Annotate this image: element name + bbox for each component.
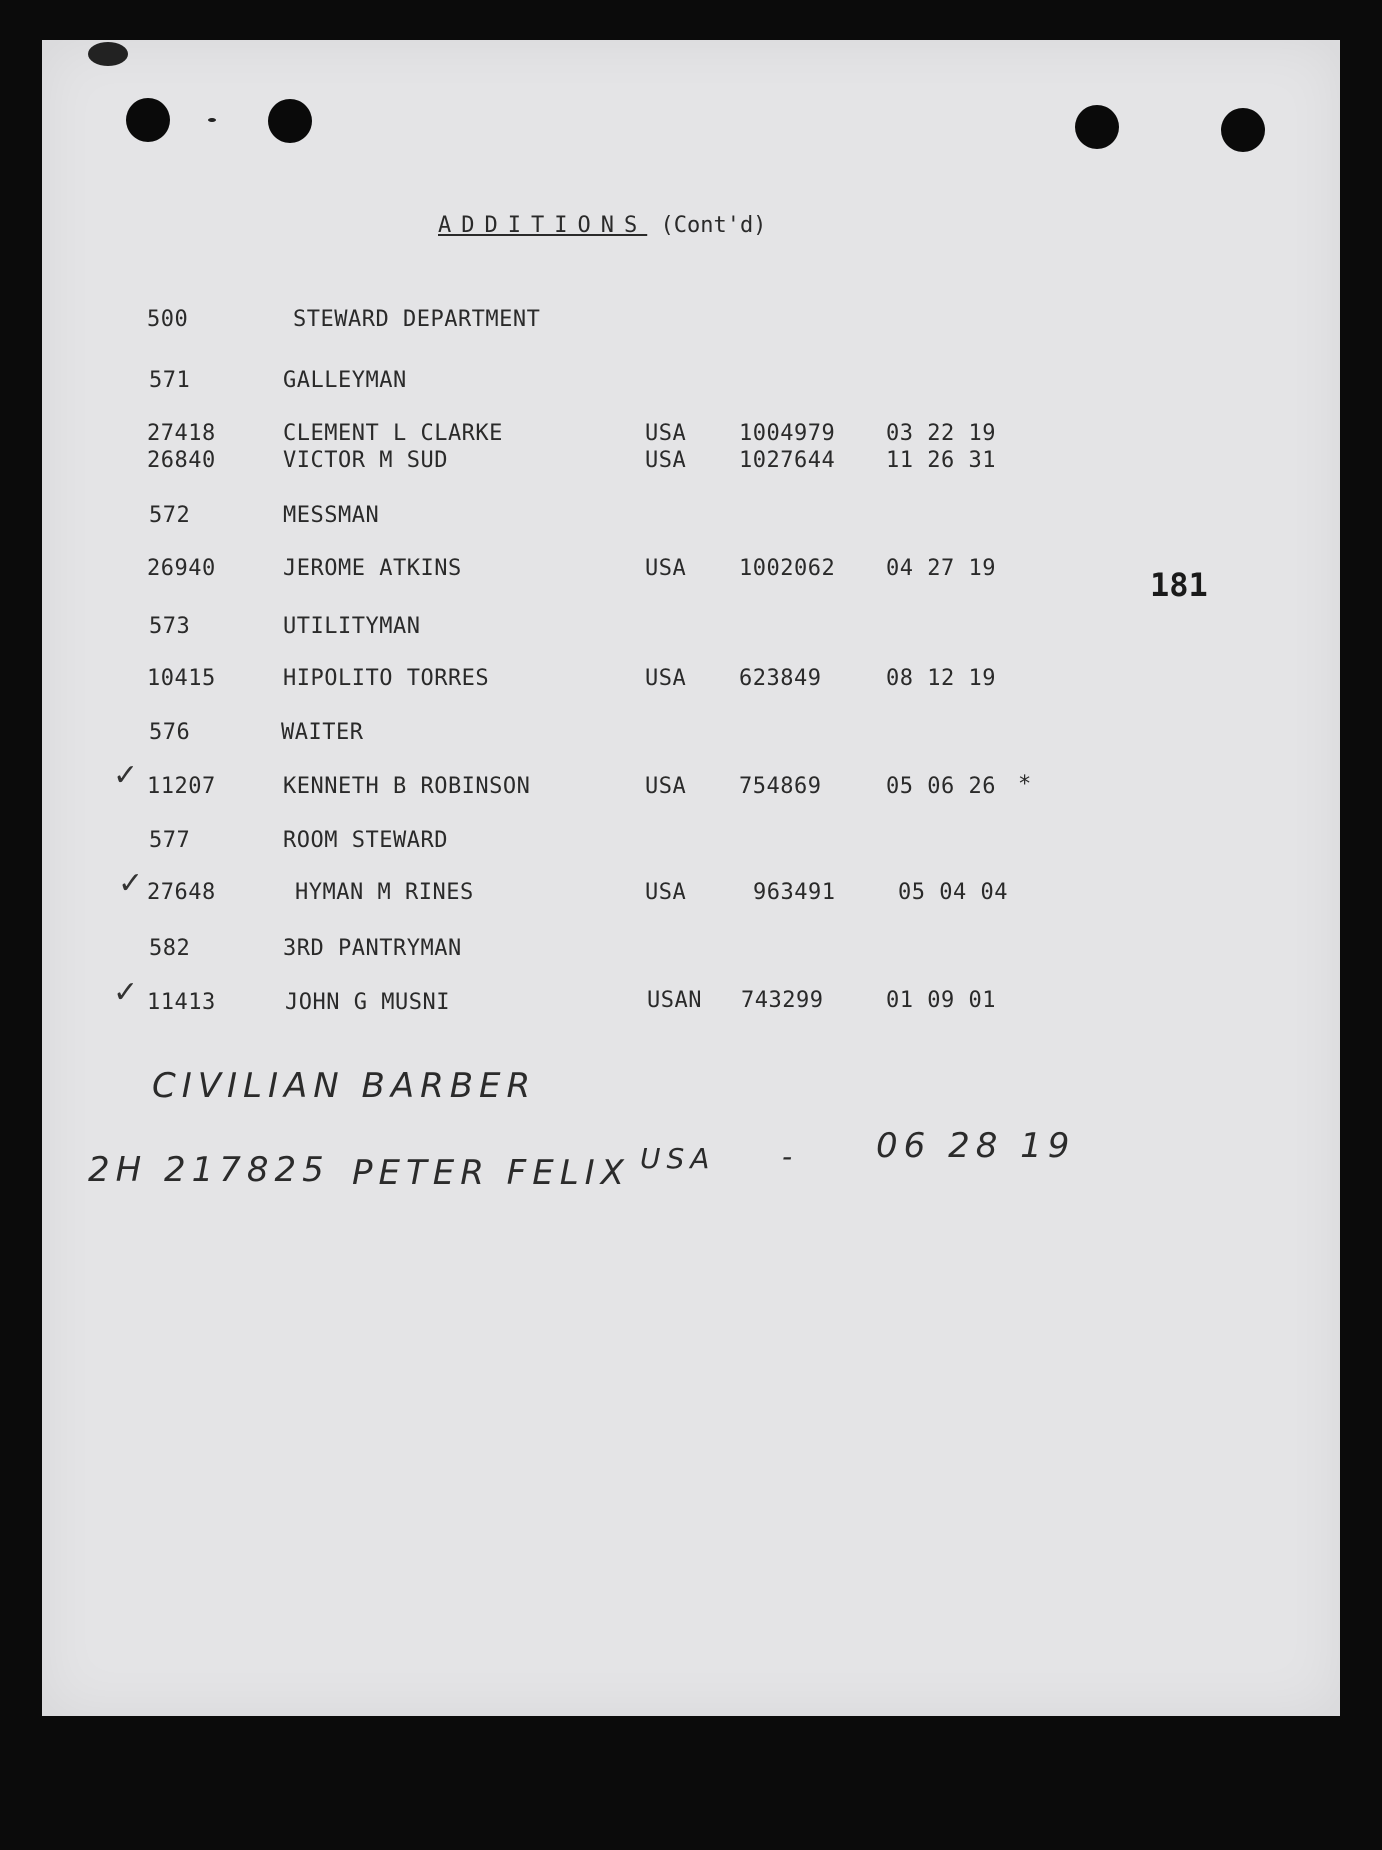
page-number: 181	[1150, 566, 1208, 604]
handwritten-nationality: USA	[640, 1142, 716, 1175]
row-id: 11207	[147, 774, 216, 799]
row-id: 27648	[147, 880, 216, 905]
section-code: 571	[149, 368, 191, 393]
row-nationality: USA	[645, 421, 687, 446]
row-number: 623849	[739, 666, 822, 691]
department-name: STEWARD DEPARTMENT	[293, 307, 541, 332]
punch-hole	[1075, 105, 1119, 149]
section-code: 576	[149, 720, 191, 745]
checkmark-icon: ✓	[113, 758, 139, 793]
page-title	[438, 213, 766, 238]
row-name: JEROME ATKINS	[283, 556, 462, 581]
row-name: VICTOR M SUD	[283, 448, 448, 473]
section-title: WAITER	[281, 720, 364, 745]
row-name: HYMAN M RINES	[295, 880, 474, 905]
section-title: MESSMAN	[283, 503, 380, 528]
row-date: 04 27 19	[886, 556, 996, 581]
section-code: 582	[149, 936, 191, 961]
row-id: 10415	[147, 666, 216, 691]
section-title: UTILITYMAN	[283, 614, 421, 639]
row-name: JOHN G MUSNI	[285, 990, 450, 1015]
row-id: 26840	[147, 448, 216, 473]
row-date: 01 09 01	[886, 988, 996, 1013]
row-date: 03 22 19	[886, 421, 996, 446]
handwritten-heading: CIVILIAN BARBER	[152, 1066, 537, 1106]
row-date: 05 04 04	[898, 880, 1008, 905]
row-number: 963491	[753, 880, 836, 905]
handwritten-id: 2H 217825	[88, 1150, 330, 1190]
row-id: 11413	[147, 990, 216, 1015]
section-code: 573	[149, 614, 191, 639]
handwritten-dash: -	[782, 1140, 799, 1173]
checkmark-icon: ✓	[118, 866, 144, 901]
row-nationality: USA	[645, 774, 687, 799]
punch-hole	[1221, 108, 1265, 152]
row-date: 05 06 26	[886, 774, 996, 799]
row-nationality: USA	[645, 666, 687, 691]
row-nationality: USA	[645, 448, 687, 473]
row-id: 27418	[147, 421, 216, 446]
section-title: ROOM STEWARD	[283, 828, 448, 853]
section-code: 577	[149, 828, 191, 853]
section-code: 572	[149, 503, 191, 528]
row-number: 1002062	[739, 556, 836, 581]
row-nationality: USA	[645, 556, 687, 581]
title-suffix: (Cont'd)	[660, 213, 767, 238]
row-nationality: USA	[645, 880, 687, 905]
handwritten-name: PETER FELIX	[352, 1153, 630, 1193]
checkmark-icon: ✓	[113, 975, 139, 1010]
handwritten-date: 06 28 19	[876, 1126, 1076, 1166]
title-additions: ADDITIONS	[438, 213, 648, 238]
speck	[88, 42, 128, 66]
row-number: 754869	[739, 774, 822, 799]
punch-hole	[126, 98, 170, 142]
section-title: 3RD PANTRYMAN	[283, 936, 462, 961]
row-number: 1027644	[739, 448, 836, 473]
row-date: 11 26 31	[886, 448, 996, 473]
document-page	[42, 40, 1340, 1716]
row-date: 08 12 19	[886, 666, 996, 691]
speck	[208, 118, 216, 122]
row-name: KENNETH B ROBINSON	[283, 774, 531, 799]
row-number: 743299	[741, 988, 824, 1013]
section-title: GALLEYMAN	[283, 368, 407, 393]
row-asterisk: *	[1018, 772, 1032, 797]
row-name: CLEMENT L CLARKE	[283, 421, 503, 446]
punch-hole	[268, 99, 312, 143]
row-id: 26940	[147, 556, 216, 581]
row-name: HIPOLITO TORRES	[283, 666, 490, 691]
row-nationality: USAN	[647, 988, 702, 1013]
department-code: 500	[147, 307, 189, 332]
row-number: 1004979	[739, 421, 836, 446]
